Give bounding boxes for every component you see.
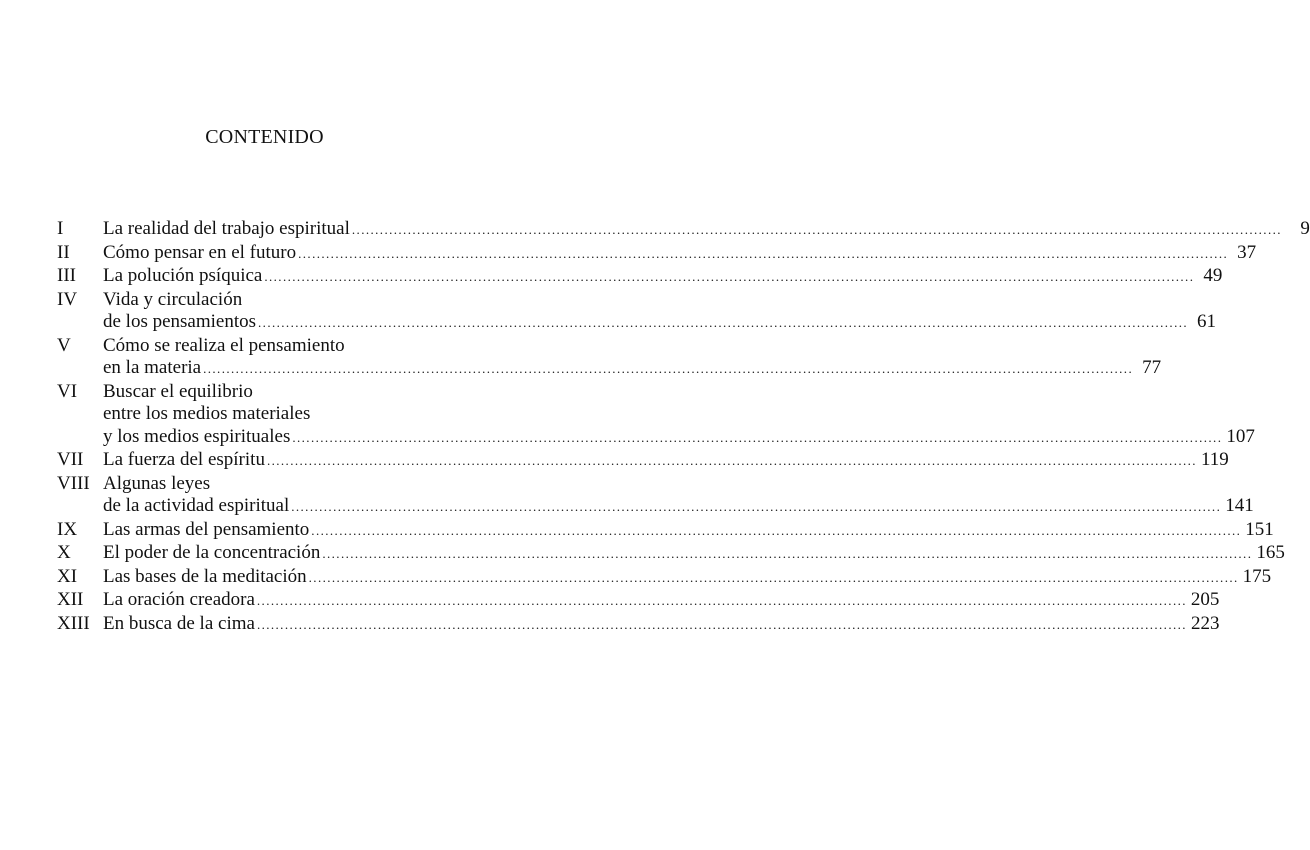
chapter-title-line: Buscar el equilibrio xyxy=(103,380,253,402)
page-title: CONTENIDO xyxy=(205,126,324,148)
page-number: 223 xyxy=(1190,612,1220,634)
chapter-title-line: de la actividad espiritual xyxy=(103,495,290,516)
page-number: 107 xyxy=(1226,425,1255,447)
chapter-number: IX xyxy=(57,518,78,540)
chapter-title-line: entre los medios materiales xyxy=(103,403,311,424)
chapter-title-line: Cómo se realiza el pensamiento xyxy=(103,334,345,356)
page-number: 77 xyxy=(1142,357,1162,378)
chapter-number: VI xyxy=(57,380,78,402)
dot-leader: ........................................................................................................................................................................................................ xyxy=(264,269,1195,284)
toc-entry xyxy=(57,589,1220,613)
chapter-number: III xyxy=(57,265,76,286)
toc-entry xyxy=(57,288,1217,335)
page-number: 37 xyxy=(1237,241,1257,263)
toc-entry xyxy=(57,334,1162,381)
toc-entry xyxy=(57,612,1220,637)
toc-entry xyxy=(57,241,1257,266)
chapter-title-line: Vida y circulación xyxy=(103,288,243,310)
page-number: 205 xyxy=(1190,589,1220,610)
chapter-number: IV xyxy=(57,288,78,310)
page-number: 61 xyxy=(1197,311,1217,332)
dot-leader: ........................................................................................................................................................................................................ xyxy=(311,522,1242,538)
page-number: 175 xyxy=(1242,565,1272,587)
chapter-title-line: La polución psíquica xyxy=(103,265,263,286)
chapter-title-line: Cómo pensar en el futuro xyxy=(103,241,297,263)
page-number: 151 xyxy=(1245,518,1274,540)
chapter-number: I xyxy=(57,218,64,239)
chapter-number: X xyxy=(57,542,71,563)
chapter-number: II xyxy=(57,241,70,263)
page-number: 9 xyxy=(1300,218,1310,239)
toc-entry xyxy=(57,449,1229,473)
chapter-title-line: En busca de la cima xyxy=(103,612,255,634)
dot-leader: ........................................................................................................................................................................................................ xyxy=(308,569,1239,585)
chapter-title-line: Las armas del pensamiento xyxy=(103,518,310,540)
dot-leader: ........................................................................................................................................................................................................ xyxy=(322,546,1253,561)
chapter-title-line: El poder de la concentración xyxy=(103,542,321,563)
toc-entry xyxy=(57,565,1272,590)
table-of-contents xyxy=(57,218,1310,636)
dot-leader: ........................................................................................................................................................................................................ xyxy=(256,593,1187,608)
chapter-title-line: Las bases de la meditación xyxy=(103,565,307,587)
page-number: 119 xyxy=(1200,449,1229,470)
toc-entry xyxy=(57,518,1274,543)
toc-entry xyxy=(57,472,1254,519)
chapter-number: VII xyxy=(57,449,84,470)
dot-leader: ........................................................................................................................................................................................................ xyxy=(292,429,1223,445)
chapter-title-line: La oración creadora xyxy=(103,589,255,610)
dot-leader: ........................................................................................................................................................................................................ xyxy=(351,222,1282,237)
toc-entry xyxy=(57,218,1310,242)
dot-leader: ........................................................................................................................................................................................................ xyxy=(258,315,1189,330)
chapter-title-line: y los medios espirituales xyxy=(103,425,291,447)
chapter-number: XI xyxy=(57,565,78,587)
chapter-title-line: de los pensamientos xyxy=(103,311,257,332)
toc-entry xyxy=(57,542,1285,566)
dot-leader: ........................................................................................................................................................................................................ xyxy=(256,616,1187,632)
dot-leader: ........................................................................................................................................................................................................ xyxy=(291,499,1222,514)
page-number: 165 xyxy=(1256,542,1285,563)
chapter-number: VIII xyxy=(57,472,90,494)
chapter-title-line: Algunas leyes xyxy=(103,472,211,494)
chapter-number: XIII xyxy=(57,612,90,634)
chapter-number: XII xyxy=(57,589,84,610)
dot-leader: ........................................................................................................................................................................................................ xyxy=(266,453,1197,468)
chapter-title-line: La fuerza del espíritu xyxy=(103,449,265,470)
dot-leader: ........................................................................................................................................................................................................ xyxy=(298,245,1229,261)
dot-leader: ........................................................................................................................................................................................................ xyxy=(203,361,1134,376)
page-number: 49 xyxy=(1203,265,1223,286)
chapter-title-line: en la materia xyxy=(103,357,202,378)
toc-entry xyxy=(57,265,1223,289)
toc-entry xyxy=(57,380,1255,450)
page-number: 141 xyxy=(1225,495,1254,516)
chapter-number: V xyxy=(57,334,71,356)
chapter-title-line: La realidad del trabajo espiritual xyxy=(103,218,350,239)
